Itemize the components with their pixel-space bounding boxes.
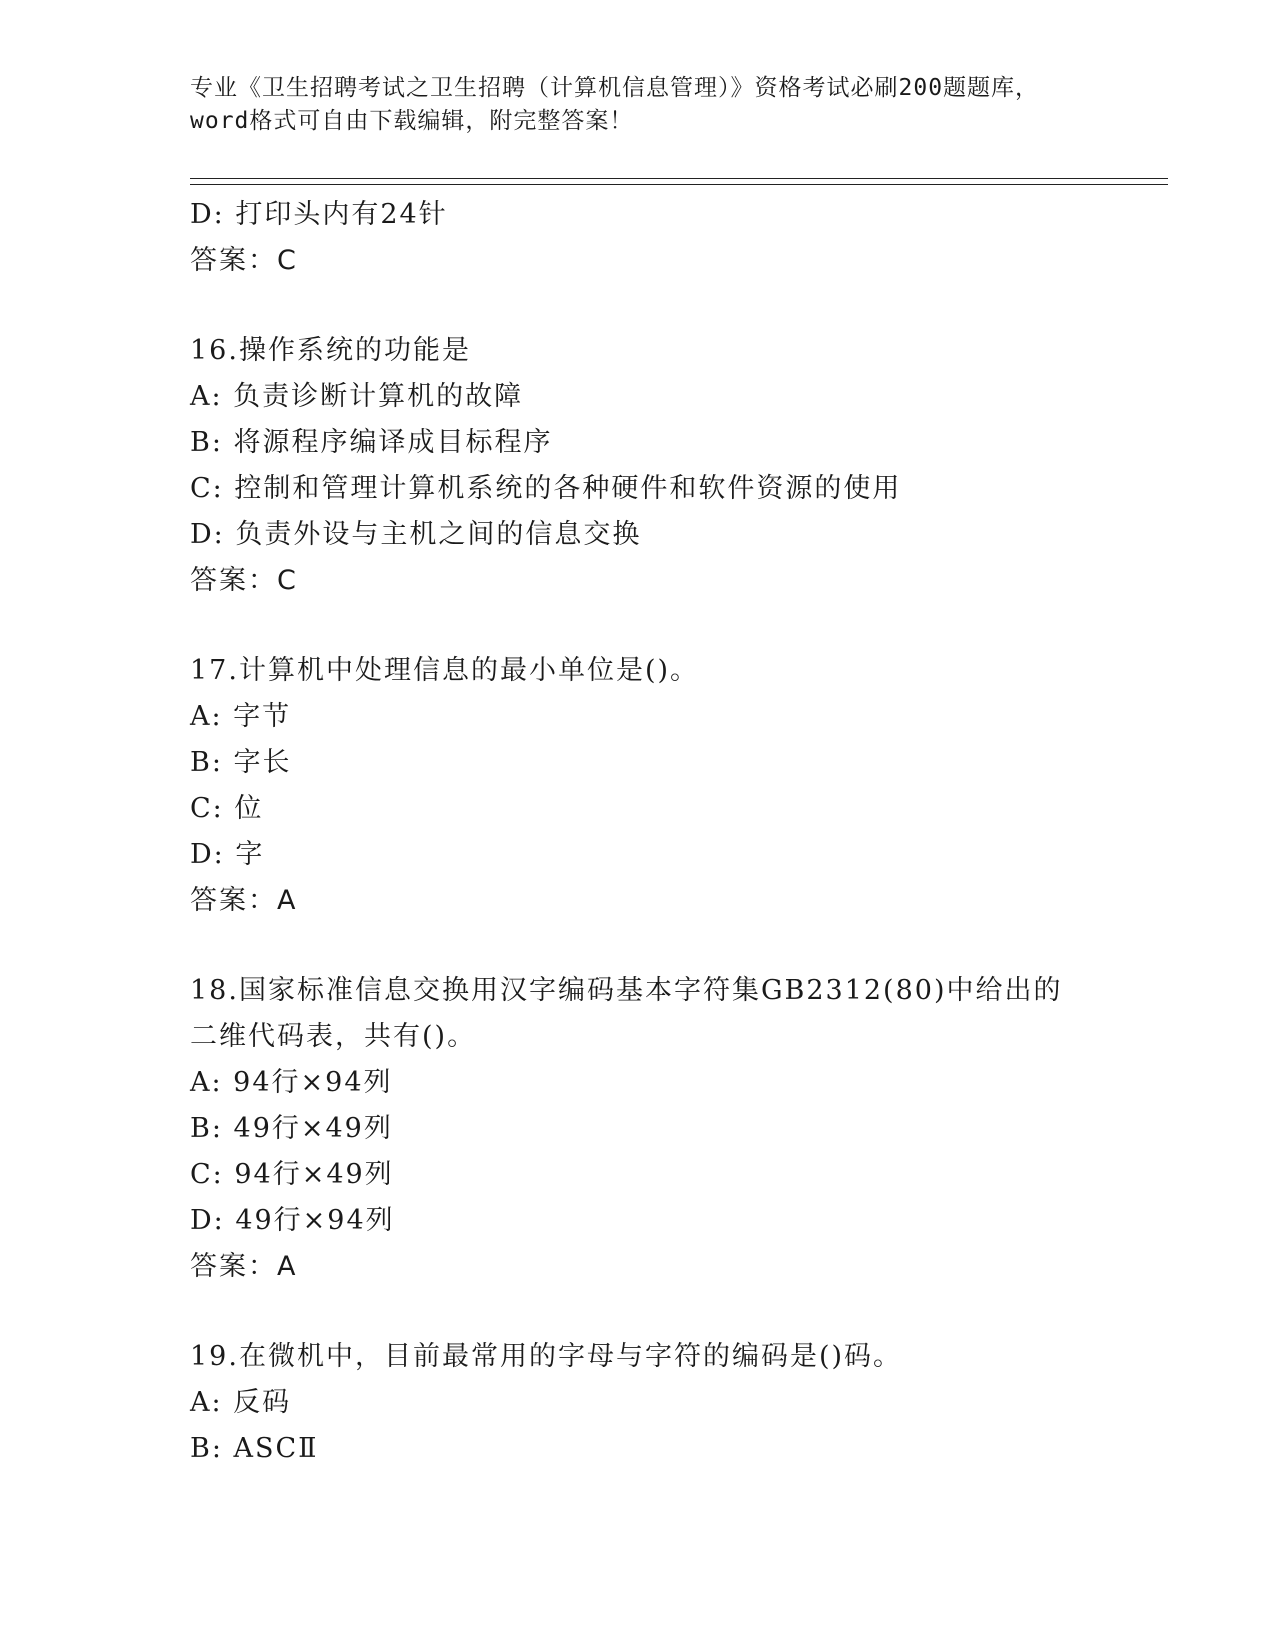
answer: 答案：A: [190, 1251, 298, 1282]
question-stem: 17.计算机中处理信息的最小单位是()。: [190, 655, 700, 686]
answer: 答案：C: [190, 565, 298, 596]
answer: 答案：C: [190, 245, 298, 276]
option-c: C: 控制和管理计算机系统的各种硬件和软件资源的使用: [190, 473, 902, 504]
header-divider-bottom: [190, 184, 1168, 185]
document-header: [190, 72, 1090, 138]
question-list: [190, 192, 1150, 1472]
option-a: A: 反码: [190, 1387, 292, 1418]
question-18: [190, 968, 1150, 1290]
header-line-1: 专业《卫生招聘考试之卫生招聘（计算机信息管理）》资格考试必刷200题题库，: [190, 75, 1040, 101]
question-15-continuation: [190, 192, 1150, 284]
option-b: B: 将源程序编译成目标程序: [190, 427, 553, 458]
option-c: C: 94行×49列: [190, 1159, 394, 1190]
question-stem: 19.在微机中，目前最常用的字母与字符的编码是()码。: [190, 1341, 903, 1372]
option-d: D: 49行×94列: [190, 1205, 395, 1236]
question-17: [190, 648, 1150, 924]
question-stem: 18.国家标准信息交换用汉字编码基本字符集GB2312(80)中给出的二维代码表，共有()。: [190, 975, 1063, 1052]
header-line-2: word格式可自由下载编辑，附完整答案！: [190, 108, 634, 134]
option-a: A: 字节: [190, 701, 292, 732]
option-d: D: 打印头内有24针: [190, 199, 448, 230]
question-stem: 16.操作系统的功能是: [190, 335, 471, 366]
question-16: [190, 328, 1150, 604]
option-d: D: 负责外设与主机之间的信息交换: [190, 519, 642, 550]
option-a: A: 负责诊断计算机的故障: [190, 381, 524, 412]
option-a: A: 94行×94列: [190, 1067, 393, 1098]
option-b: B: 49行×49列: [190, 1113, 393, 1144]
header-divider-top: [190, 178, 1168, 179]
option-b: B: 字长: [190, 747, 292, 778]
option-d: D: 字: [190, 839, 265, 870]
option-c: C: 位: [190, 793, 264, 824]
answer: 答案：A: [190, 885, 298, 916]
question-19: [190, 1334, 1150, 1472]
option-b: B: ASCⅡ: [190, 1433, 319, 1464]
